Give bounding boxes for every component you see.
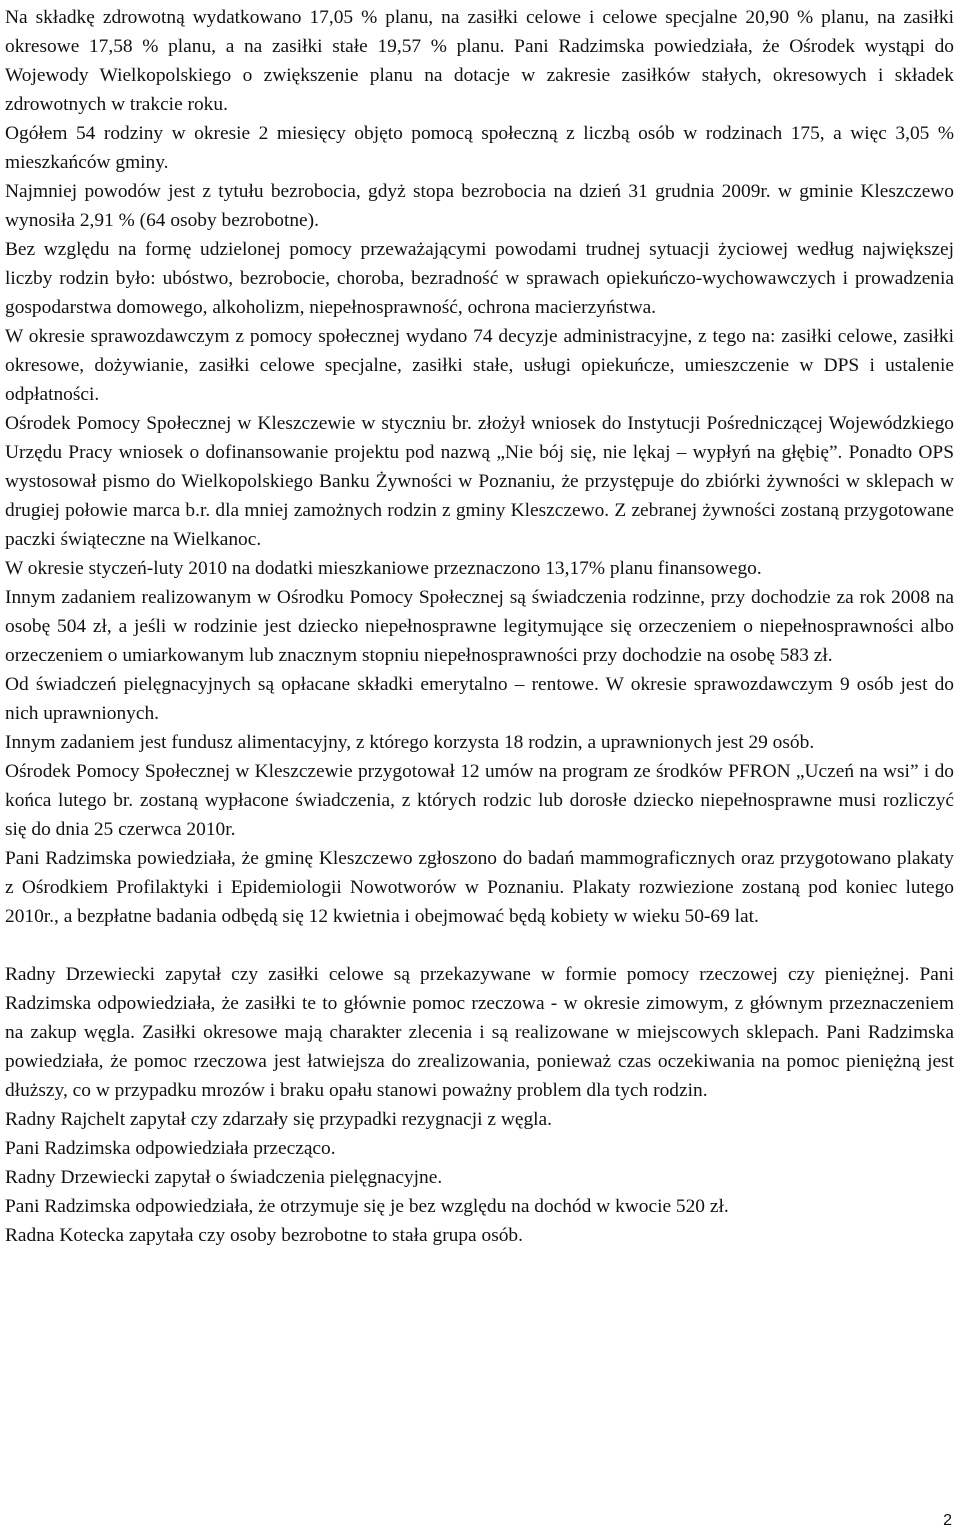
- paragraph: W okresie sprawozdawczym z pomocy społecznej wydano 74 decyzje administracyjne, z tego na: zasiłki celowe, zasiłki okresowe, dożywianie, zasiłki celowe specjalne, zasiłki stałe, usługi opiekuńcze, umieszczenie w DPS i ustalenie odpłatności.: [5, 326, 954, 405]
- paragraph: Radny Drzewiecki zapytał o świadczenia pielęgnacyjne.: [5, 1167, 443, 1188]
- paragraph: Innym zadaniem realizowanym w Ośrodku Pomocy Społecznej są świadczenia rodzinne, przy dochodzie za rok 2008 na osobę 504 zł, a jeśli w rodzinie jest dziecko niepełnosprawne legitymujące się orzeczeniem o niepełnosprawności albo orzeczeniem o umiarkowanym lub znacznym stopniu niepełnosprawności przy dochodzie na osobę 583 zł.: [5, 587, 954, 666]
- paragraph: Bez względu na formę udzielonej pomocy przeważającymi powodami trudnej sytuacji życiowej według największej liczby rodzin było: ubóstwo, bezrobocie, choroba, bezradność w sprawach opiekuńczo-wychowawczych i prowadzenia gospodarstwa domowego, alkoholizm, niepełnosprawność, ochrona macierzyństwa.: [5, 239, 954, 318]
- paragraph: Pani Radzimska odpowiedziała przecząco.: [5, 1138, 336, 1159]
- paragraph: Ośrodek Pomocy Społecznej w Kleszczewie w styczniu br. złożył wniosek do Instytucji Pośredniczącej Wojewódzkiego Urzędu Pracy wniosek o dofinansowanie projektu pod nazwą „Nie bój się, nie lękaj – wypłyń na głębię”. Ponadto OPS wystosował pismo do Wielkopolskiego Banku Żywności w Poznaniu, że przystępuje do zbiórki żywności w sklepach w drugiej połowie marca b.r. dla mniej zamożnych rodzin z gminy Kleszczewo. Z zebranej żywności zostaną przygotowane paczki świąteczne na Wielkanoc.: [5, 413, 954, 550]
- paragraph: Od świadczeń pielęgnacyjnych są opłacane składki emerytalno – rentowe. W okresie sprawozdawczym 9 osób jest do nich uprawnionych.: [5, 674, 954, 724]
- paragraph: Radny Drzewiecki zapytał czy zasiłki celowe są przekazywane w formie pomocy rzeczowej czy pieniężnej. Pani Radzimska odpowiedziała, że zasiłki te to głównie pomoc rzeczowa - w okresie zimowym, z głównym przeznaczeniem na zakup węgla. Zasiłki okresowe mają charakter zlecenia i są realizowane w miejscowych sklepach. Pani Radzimska powiedziała, że pomoc rzeczowa jest łatwiejsza do zrealizowania, ponieważ czas oczekiwania na pomoc pieniężną jest dłuższy, co w przypadku mrozów i braku opału stanowi poważny problem dla tych rodzin.: [5, 964, 954, 1101]
- paragraph: Radna Kotecka zapytała czy osoby bezrobotne to stała grupa osób.: [5, 1225, 523, 1246]
- paragraph: Na składkę zdrowotną wydatkowano 17,05 % planu, na zasiłki celowe i celowe specjalne 20,90 % planu, na zasiłki okresowe 17,58 % planu, a na zasiłki stałe 19,57 % planu. Pani Radzimska powiedziała, że Ośrodek wystąpi do Wojewody Wielkopolskiego o zwiększenie planu na dotacje w zakresie zasiłków stałych, okresowych i składek zdrowotnych w trakcie roku.: [5, 7, 954, 115]
- paragraph-spacer: [5, 931, 954, 960]
- paragraph: Radny Rajchelt zapytał czy zdarzały się przypadki rezygnacji z węgla.: [5, 1109, 552, 1130]
- document-body: [5, 3, 954, 1250]
- paragraph: Najmniej powodów jest z tytułu bezrobocia, gdyż stopa bezrobocia na dzień 31 grudnia 2009r. w gminie Kleszczewo wynosiła 2,91 % (64 osoby bezrobotne).: [5, 181, 954, 231]
- paragraph: Ogółem 54 rodziny w okresie 2 miesięcy objęto pomocą społeczną z liczbą osób w rodzinach 175, a więc 3,05 % mieszkańców gminy.: [5, 123, 954, 173]
- paragraph: Ośrodek Pomocy Społecznej w Kleszczewie przygotował 12 umów na program ze środków PFRON „Uczeń na wsi” i do końca lutego br. zostaną wypłacone świadczenia, z których rodzic lub dorosłe dziecko niepełnosprawne musi rozliczyć się do dnia 25 czerwca 2010r.: [5, 761, 954, 840]
- page-number: 2: [943, 1512, 952, 1529]
- paragraph: W okresie styczeń-luty 2010 na dodatki mieszkaniowe przeznaczono 13,17% planu finansowego.: [5, 558, 762, 579]
- paragraph: Pani Radzimska odpowiedziała, że otrzymuje się je bez względu na dochód w kwocie 520 zł.: [5, 1196, 729, 1217]
- paragraph: Pani Radzimska powiedziała, że gminę Kleszczewo zgłoszono do badań mammograficznych oraz przygotowano plakaty z Ośrodkiem Profilaktyki i Epidemiologii Nowotworów w Poznaniu. Plakaty rozwiezione zostaną pod koniec lutego 2010r., a bezpłatne badania odbędą się 12 kwietnia i obejmować będą kobiety w wieku 50-69 lat.: [5, 848, 954, 927]
- paragraph: Innym zadaniem jest fundusz alimentacyjny, z którego korzysta 18 rodzin, a uprawnionych jest 29 osób.: [5, 732, 815, 753]
